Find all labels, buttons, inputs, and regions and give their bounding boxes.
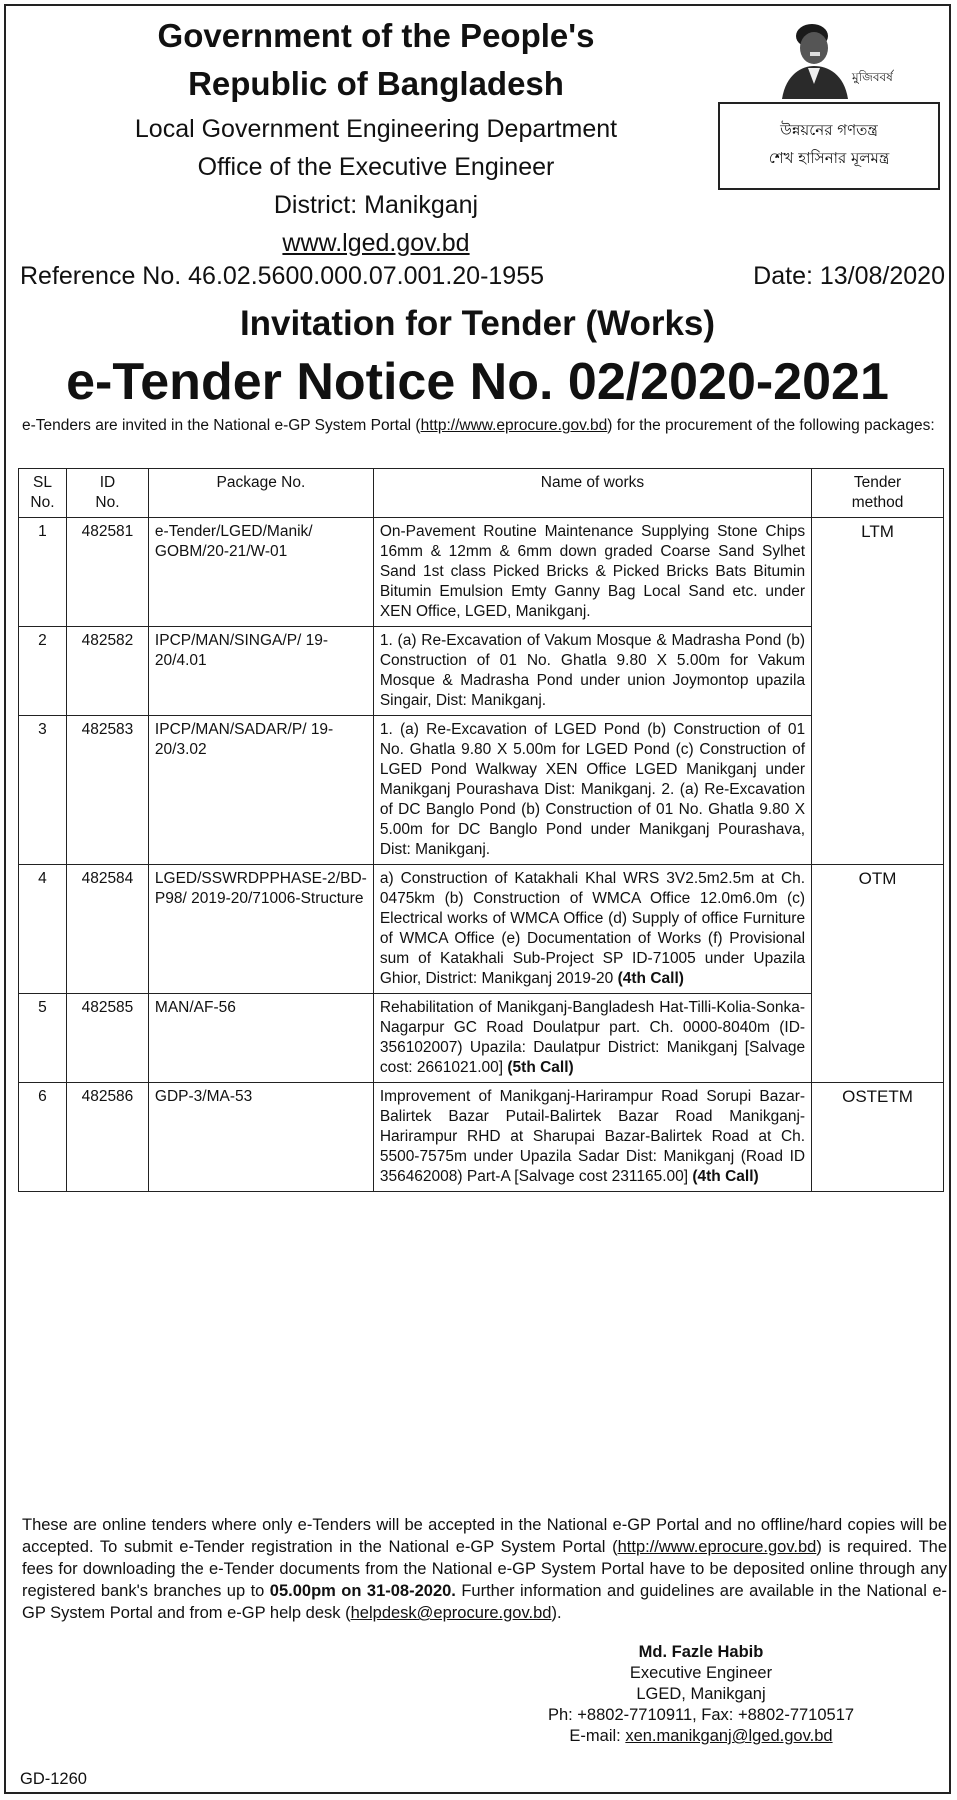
row-sl: 4 [19, 865, 67, 994]
signatory-title: Executive Engineer [629, 1664, 773, 1682]
footer-text: These are online tenders where only e-Tenders will be accepted in the National e-GP Portal and no offline/hard copies will be accepted. To submit e-Tender registration in the National e-GP System Portal (http://www.eprocure.gov.bd) is required. The fees for downloading the e-Tender documents from the National e-GP System Portal have to be deposited online through any registered bank's branches up to 05.00pm on 31-08-2020. Further information and guidelines are available in the National e-GP System Portal and from e-GP help desk (helpdesk@eprocure.gov.bd). [22, 1516, 948, 1622]
signature-block [531, 1642, 871, 1747]
table-row [19, 518, 944, 627]
row-sl: 5 [19, 994, 67, 1083]
tender-table [18, 468, 944, 1192]
row-works: a) Construction of Katakhali Khal WRS 3V2.5m2.5m at Ch. 0475km (b) Construction of WMCA Office 12.0m6.0m (c) Electrical works of WMCA Office (d) Supply of office Furniture of WMCA Office (e) Documentation of Works (f) Provisional sum of Katakhali Sub-Project SP ID-71005 under Upazila Ghior, District: Manikganj 2019-20 (4th Call) [373, 865, 811, 994]
row-id: 482581 [66, 518, 148, 627]
row-method-ostetm: OSTETM [812, 1083, 944, 1192]
row-id: 482583 [66, 716, 148, 865]
website-link[interactable]: www.lged.gov.bd [282, 229, 470, 257]
table-row [19, 865, 944, 994]
row-package: GDP-3/MA-53 [148, 1083, 373, 1192]
slogan-line1: উন্নয়নের গণতন্ত্র [780, 121, 878, 139]
row-call: (5th Call) [507, 1059, 574, 1076]
notice-date: Date: 13/08/2020 [753, 262, 945, 290]
row-id: 482585 [66, 994, 148, 1083]
row-package: e-Tender/LGED/Manik/ GOBM/20-21/W-01 [148, 518, 373, 627]
row-call: (4th Call) [692, 1168, 759, 1185]
portrait-caption: মুজিববর্ষ [852, 70, 893, 84]
row-sl: 6 [19, 1083, 67, 1192]
signatory-org: LGED, Manikganj [636, 1685, 766, 1703]
row-works: Improvement of Manikganj-Harirampur Road Sorupi Bazar-Balirtek Bazar Putail-Balirtek Bazar Road Manikganj-Harirampur RHD at Sharupai Bazar-Balirtek Road at Ch. 5500-7575m under Upazila Sadar Dist: Manikganj (Road ID 356462008) Part-A [Salvage cost 231165.00] (4th Call) [373, 1083, 811, 1192]
row-sl: 2 [19, 627, 67, 716]
header-package: Package No. [148, 469, 373, 518]
table-row [19, 627, 944, 716]
row-id: 482582 [66, 627, 148, 716]
signatory-email: E-mail: xen.manikganj@lged.gov.bd [569, 1727, 833, 1745]
deadline: 05.00pm on 31-08-2020. [269, 1582, 456, 1600]
signatory-email-link[interactable]: xen.manikganj@lged.gov.bd [625, 1727, 833, 1745]
signatory-name: Md. Fazle Habib [638, 1643, 764, 1661]
gov-title-line1: Government of the People's [157, 17, 595, 54]
table-header-row [19, 469, 944, 518]
row-sl: 1 [19, 518, 67, 627]
header-works: Name of works [373, 469, 811, 518]
portrait-logo [774, 14, 896, 99]
row-package: IPCP/MAN/SADAR/P/ 19-20/3.02 [148, 716, 373, 865]
footer-eprocure-link[interactable]: http://www.eprocure.gov.bd [617, 1538, 817, 1556]
table-row [19, 716, 944, 865]
row-id: 482586 [66, 1083, 148, 1192]
row-sl: 3 [19, 716, 67, 865]
table-row [19, 1083, 944, 1192]
district-name: District: Manikganj [273, 191, 479, 219]
helpdesk-email-link[interactable]: helpdesk@eprocure.gov.bd [350, 1604, 552, 1622]
header-sl: SL No. [19, 469, 67, 518]
intro-after: ) for the procurement of the following packages: [607, 417, 935, 434]
row-package: IPCP/MAN/SINGA/P/ 19-20/4.01 [148, 627, 373, 716]
signatory-phone: Ph: +8802-7710911, Fax: +8802-7710517 [547, 1706, 855, 1724]
row-works: Rehabilitation of Manikganj-Bangladesh Hat-Tilli-Kolia-Sonka-Nagarpur GC Road Doulatpur part. Ch. 0000-8040m (ID-356102007) Upazila: Daulatpur District: Manikganj [Salvage cost: 2661021.00] (5th Call) [373, 994, 811, 1083]
slogan-box [718, 102, 940, 190]
row-package: LGED/SSWRDPPHASE-2/BD-P98/ 2019-20/71006-Structure [148, 865, 373, 994]
gd-code: GD-1260 [20, 1770, 87, 1788]
row-id: 482584 [66, 865, 148, 994]
eprocure-link[interactable]: http://www.eprocure.gov.bd [420, 417, 608, 434]
row-method-ltm: LTM [812, 518, 944, 865]
row-works: 1. (a) Re-Excavation of LGED Pond (b) Construction of 01 No. Ghatla 9.80 X 5.00m for LGED Pond (c) Construction of LGED Pond Walkway XEN Office LGED Manikganj under Manikganj Pourashava Dist: Manikganj. 2. (a) Re-Excavation of DC Banglo Pond (b) Construction of 01 No. Ghatla 9.80 X 5.00m for DC Banglo Pond under Manikganj Pourashava, Dist: Manikganj. [373, 716, 811, 865]
row-works: 1. (a) Re-Excavation of Vakum Mosque & Madrasha Pond (b) Construction of 01 No. Ghatla 9.80 X 5.00m for Vakum Mosque & Madrasha Pond under union Joymontop upazila Singair, Dist: Manikganj. [373, 627, 811, 716]
header-id: ID No. [66, 469, 148, 518]
reference-line [20, 262, 945, 291]
row-works: On-Pavement Routine Maintenance Supplying Stone Chips 16mm & 12mm & 6mm down graded Coarse Sand Sylhet Sand 1st class Picked Bricks & Picked Bricks Bats Bitumin Bitumin Emulsion Emty Ganny Bag Local Sand etc. under XEN Office, LGED, Manikganj. [373, 518, 811, 627]
invitation-title: Invitation for Tender (Works) [239, 304, 716, 343]
row-call: (4th Call) [617, 970, 684, 987]
header-method: Tender method [812, 469, 944, 518]
reference-number: Reference No. 46.02.5600.000.07.001.20-1955 [20, 262, 545, 290]
row-package: MAN/AF-56 [148, 994, 373, 1083]
notice-number: e-Tender Notice No. 02/2020-2021 [66, 353, 889, 411]
table-row [19, 994, 944, 1083]
row-method-otm: OTM [812, 865, 944, 1083]
intro-before: e-Tenders are invited in the National e-GP System Portal ( [22, 417, 421, 434]
gov-title-line2: Republic of Bangladesh [188, 65, 564, 102]
tender-notice-page [4, 4, 951, 1794]
department-name: Local Government Engineering Department [134, 115, 618, 143]
intro-text [22, 416, 947, 436]
slogan-line2: শেখ হাসিনার মূলমন্ত্র [768, 149, 890, 167]
office-name: Office of the Executive Engineer [197, 153, 555, 181]
